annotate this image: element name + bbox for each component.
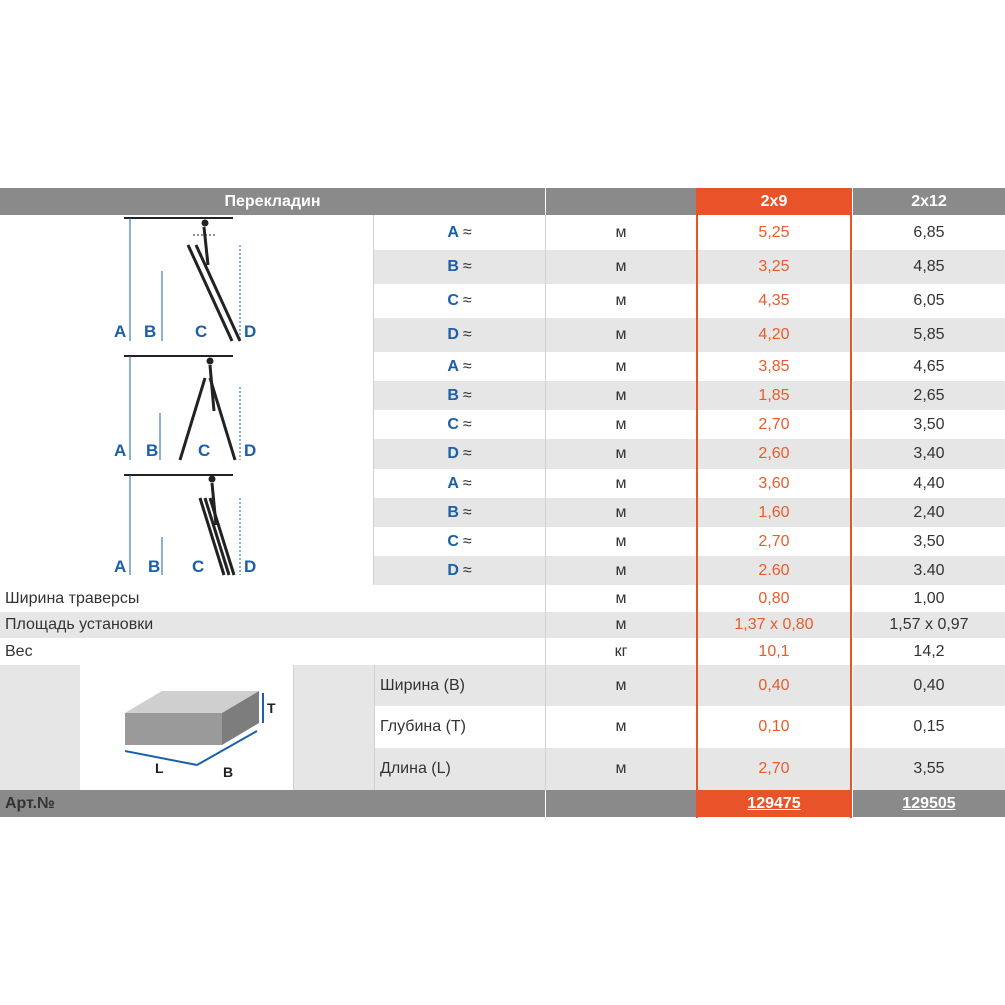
package-shade-mid xyxy=(293,665,374,790)
dimension-letter: C xyxy=(447,415,459,433)
diagram-letter-a: A xyxy=(114,441,127,460)
dimension-label xyxy=(374,439,545,469)
dimension-label xyxy=(374,556,545,585)
article-link-2x12[interactable]: 129505 xyxy=(902,794,956,812)
package-label: Глубина (T) xyxy=(380,718,466,735)
dimension-label xyxy=(374,410,545,439)
value-2x9: 4,20 xyxy=(696,318,852,352)
value-2x9: 3,60 xyxy=(758,474,790,492)
value-2x9: 4,35 xyxy=(758,292,790,309)
separator-line xyxy=(293,665,294,790)
unit-cell: м xyxy=(546,665,696,706)
ladder-diagrams xyxy=(100,215,280,585)
value-2x9: 1,60 xyxy=(696,498,852,527)
dimension-letter: A xyxy=(447,223,459,241)
dimension-label xyxy=(374,318,545,352)
unit-cell: м xyxy=(546,439,696,469)
value-2x12: 3,55 xyxy=(853,748,1005,790)
dimension-label xyxy=(374,498,545,527)
approx-sign: ≈ xyxy=(462,415,472,433)
value-2x12: 3.40 xyxy=(853,556,1005,585)
value-2x12: 14,2 xyxy=(913,642,945,660)
unit-cell: м xyxy=(546,556,696,585)
spec-label: Вес xyxy=(5,642,33,660)
footer-art-2x9 xyxy=(696,790,852,817)
approx-sign: ≈ xyxy=(462,258,472,275)
value-2x12: 3,40 xyxy=(853,439,1005,469)
dimension-letter: C xyxy=(447,532,459,550)
diagram-letter-b: B xyxy=(148,557,161,576)
unit-cell: м xyxy=(615,718,627,735)
value-2x9: 0,10 xyxy=(758,718,790,735)
approx-sign: ≈ xyxy=(462,445,472,462)
value-2x12: 1,00 xyxy=(913,589,945,607)
diagram-letter-b: B xyxy=(144,322,157,341)
value-2x12: 3,50 xyxy=(913,415,945,433)
unit-cell: м xyxy=(615,415,627,433)
unit-cell: м xyxy=(546,612,696,638)
approx-sign: ≈ xyxy=(462,223,472,241)
diagram-letter-b: B xyxy=(146,441,159,460)
unit-cell: м xyxy=(546,318,696,352)
header-rungs: Перекладин xyxy=(0,188,545,215)
value-2x12: 0,40 xyxy=(853,665,1005,706)
unit-cell: м xyxy=(615,474,627,492)
value-2x9: 1,37 x 0,80 xyxy=(696,612,852,638)
dimension-label xyxy=(374,527,545,556)
value-2x9: 10,1 xyxy=(758,642,790,660)
dimension-label xyxy=(374,381,545,410)
dimension-letter: D xyxy=(447,445,459,462)
dimension-letter: A xyxy=(447,474,459,492)
value-2x9: 1,85 xyxy=(696,381,852,410)
header-col-2x12: 2x12 xyxy=(853,188,1005,215)
approx-sign: ≈ xyxy=(462,561,472,579)
value-2x12: 4,65 xyxy=(913,357,945,375)
approx-sign: ≈ xyxy=(462,326,472,343)
value-2x9: 0,40 xyxy=(696,665,852,706)
value-2x12: 6,85 xyxy=(913,223,945,241)
dimension-label xyxy=(374,352,545,381)
ladder-aframe-diagram xyxy=(124,356,240,460)
unit-cell: м xyxy=(615,532,627,550)
diagram-letter-a: A xyxy=(114,557,127,576)
diagram-letter-d: D xyxy=(244,557,257,576)
value-2x12: 2,40 xyxy=(853,498,1005,527)
dimension-letter: B xyxy=(447,258,459,275)
spec-label: Ширина траверсы xyxy=(5,589,140,607)
article-link-2x9[interactable]: 129475 xyxy=(747,794,801,812)
value-2x9: 2,70 xyxy=(696,748,852,790)
dimension-letter: D xyxy=(447,326,459,343)
unit-cell: м xyxy=(615,357,627,375)
ladder-extended-diagram xyxy=(124,218,240,341)
approx-sign: ≈ xyxy=(462,357,472,375)
footer-art-label: Арт.№ xyxy=(0,790,545,817)
unit-cell: м xyxy=(546,381,696,410)
dimension-label xyxy=(374,284,545,318)
footer-spacer xyxy=(546,790,696,817)
value-2x9: 2,70 xyxy=(758,532,790,550)
package-label: Длина (L) xyxy=(374,748,545,790)
value-2x9: 3,85 xyxy=(758,357,790,375)
approx-sign: ≈ xyxy=(462,503,472,521)
value-2x9: 2,60 xyxy=(696,439,852,469)
diagram-letter-c: C xyxy=(195,322,208,341)
dimension-letter: C xyxy=(447,292,459,309)
diagram-letter-d: D xyxy=(244,441,257,460)
package-box-cell xyxy=(80,665,293,790)
ladder-combined-diagram xyxy=(124,475,240,575)
value-2x9: 3,25 xyxy=(696,250,852,284)
dimension-letter: A xyxy=(447,357,459,375)
box-label-b: B xyxy=(222,763,233,780)
value-2x9: 5,25 xyxy=(758,223,790,241)
approx-sign: ≈ xyxy=(462,474,472,492)
box-label-l: L xyxy=(154,759,164,776)
approx-sign: ≈ xyxy=(462,386,472,404)
package-label: Ширина (B) xyxy=(374,665,545,706)
value-2x9: 2.60 xyxy=(696,556,852,585)
header-spacer xyxy=(546,188,696,215)
approx-sign: ≈ xyxy=(462,532,472,550)
separator-line xyxy=(374,665,375,790)
separator-line xyxy=(545,215,546,790)
dimension-letter: B xyxy=(447,503,459,521)
value-2x12: 4,85 xyxy=(853,250,1005,284)
unit-cell: м xyxy=(546,498,696,527)
unit-cell: м xyxy=(546,250,696,284)
dimension-label xyxy=(374,215,545,250)
dimension-label xyxy=(374,469,545,498)
spec-label: Площадь установки xyxy=(0,612,545,638)
unit-cell: м xyxy=(615,292,627,309)
unit-cell: м xyxy=(546,748,696,790)
diagram-letter-c: C xyxy=(198,441,211,460)
value-2x12: 3,50 xyxy=(913,532,945,550)
value-2x12: 1,57 x 0,97 xyxy=(853,612,1005,638)
package-shade-left xyxy=(0,665,80,790)
value-2x12: 5,85 xyxy=(853,318,1005,352)
dimension-label xyxy=(374,250,545,284)
box-label-t: T xyxy=(266,699,276,716)
value-2x9: 0,80 xyxy=(758,589,790,607)
separator-line xyxy=(373,215,374,585)
diagram-letter-c: C xyxy=(192,557,205,576)
approx-sign: ≈ xyxy=(462,292,472,309)
value-2x9: 2,70 xyxy=(758,415,790,433)
unit-cell: м xyxy=(615,589,627,607)
package-box-icon xyxy=(97,673,277,783)
footer-art-2x12 xyxy=(853,790,1005,817)
unit-cell: кг xyxy=(614,642,628,660)
value-2x12: 0,15 xyxy=(913,718,945,735)
value-2x12: 6,05 xyxy=(913,292,945,309)
dimension-letter: B xyxy=(447,386,459,404)
header-col-2x9: 2x9 xyxy=(696,188,852,215)
value-2x12: 4,40 xyxy=(913,474,945,492)
diagram-letter-a: A xyxy=(114,322,127,341)
dimension-letter: D xyxy=(447,561,459,579)
spec-table xyxy=(0,188,1005,818)
diagram-letter-d: D xyxy=(244,322,257,341)
value-2x12: 2,65 xyxy=(853,381,1005,410)
unit-cell: м xyxy=(615,223,627,241)
